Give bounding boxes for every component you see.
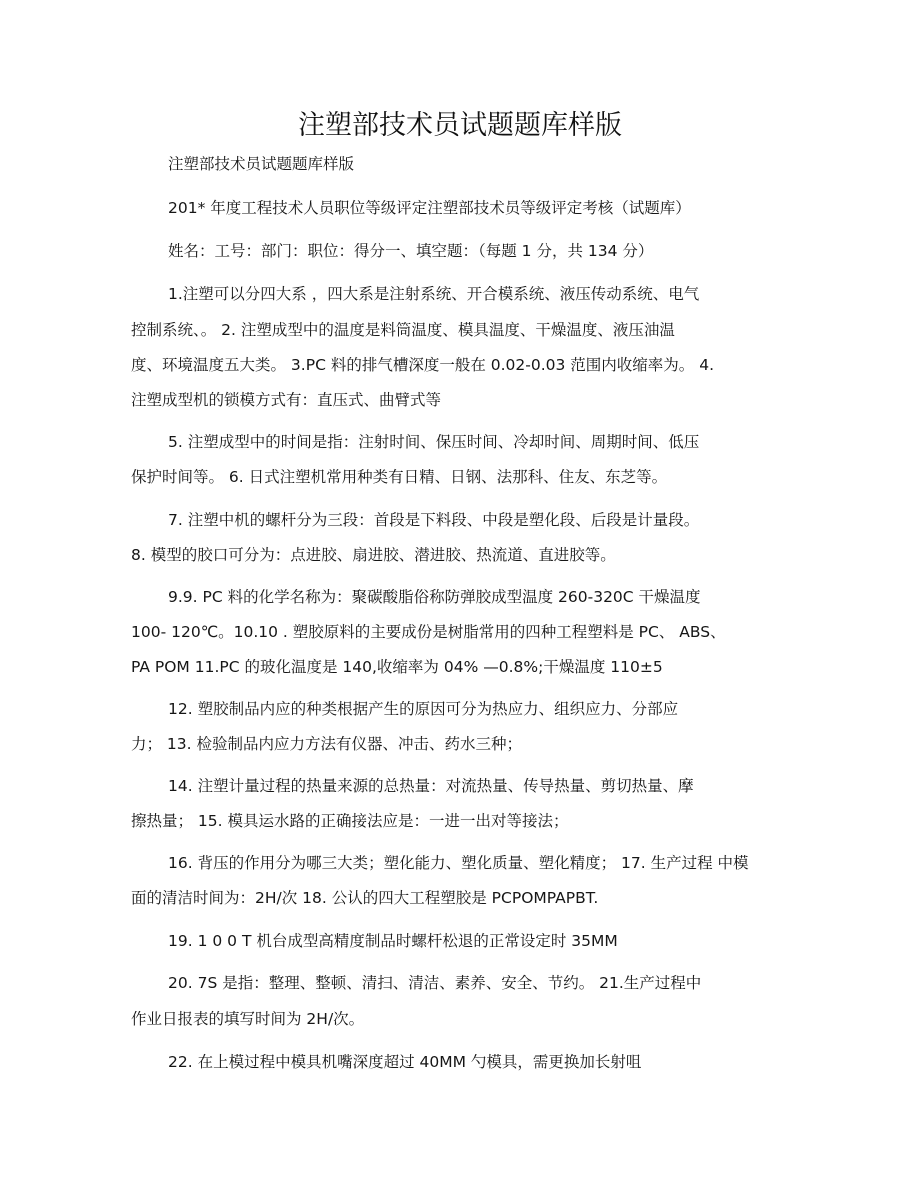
question-line: 16. 背压的作用分为哪三大类；塑化能力、塑化质量、塑化精度； 17. 生产过程 中模: [168, 854, 749, 872]
question-line: 12. 塑胶制品内应的种类根据产生的原因可分为热应力、组织应力、分部应: [168, 700, 679, 718]
question-line: 注塑成型机的锁模方式有：直压式、曲臂式等: [131, 391, 442, 409]
question-line: 14. 注塑计量过程的热量来源的总热量：对流热量、传导热量、剪切热量、摩: [168, 777, 694, 795]
question-line: 面的清洁时间为：2H/次 18. 公认的四大工程塑胶是 PCPOMPAPBT.: [131, 889, 599, 907]
question-line: 9.9. PC 料的化学名称为：聚碳酸脂俗称防弹胶成型温度 260-320C 干燥温度: [168, 588, 701, 606]
question-line: 19. 1 0 0 T 机台成型高精度制品时螺杆松退的正常设定时 35MM: [168, 932, 618, 950]
question-line: 保护时间等。 6. 日式注塑机常用种类有日精、日钢、法那科、住友、东芝等。: [131, 468, 668, 486]
info-line: 姓名：工号：部门：职位：得分一、填空题：（每题 1 分，共 134 分）: [168, 242, 654, 260]
subtitle-line: 注塑部技术员试题题库样版: [168, 155, 355, 173]
exam-header-line: 201* 年度工程技术人员职位等级评定注塑部技术员等级评定考核（试题库）: [168, 199, 691, 217]
question-line: 7. 注塑中机的螺杆分为三段：首段是下料段、中段是塑化段、后段是计量段。: [168, 511, 700, 529]
question-line: 100- 120℃。10.10 . 塑胶原料的主要成份是树脂常用的四种工程塑料是 PC、 ABS、: [131, 623, 726, 641]
question-line: 20. 7S 是指：整理、整顿、清扫、清洁、素养、安全、节约。 21.生产过程中: [168, 974, 702, 992]
question-line: 8. 模型的胶口可分为：点进胶、扇进胶、潜进胶、热流道、直进胶等。: [131, 546, 616, 564]
question-line: 度、环境温度五大类。 3.PC 料的排气槽深度一般在 0.02-0.03 范围内收缩率为。 4.: [131, 356, 715, 374]
page-title: 注塑部技术员试题题库样版: [298, 110, 622, 141]
question-line: 作业日报表的填写时间为 2H/次。: [131, 1010, 365, 1028]
question-line: 控制系统、。 2. 注塑成型中的温度是料筒温度、模具温度、干燥温度、液压油温: [131, 321, 675, 339]
question-line: 力； 13. 检验制品内应力方法有仪器、冲击、药水三种；: [131, 735, 523, 753]
question-line: 1.注塑可以分四大系 ，四大系是注射系统、开合模系统、液压传动系统、电气: [168, 285, 700, 303]
question-line: 5. 注塑成型中的时间是指：注射时间、保压时间、冷却时间、周期时间、低压: [168, 433, 700, 451]
question-line: PA POM 11.PC 的玻化温度是 140,收缩率为 04% —0.8%;干燥温度 110±5: [131, 658, 663, 676]
question-line: 擦热量； 15. 模具运水路的正确接法应是：一进一出对等接法；: [131, 812, 569, 830]
question-line: 22. 在上模过程中模具机嘴深度超过 40MM 勺模具，需更换加长射咀: [168, 1053, 642, 1071]
